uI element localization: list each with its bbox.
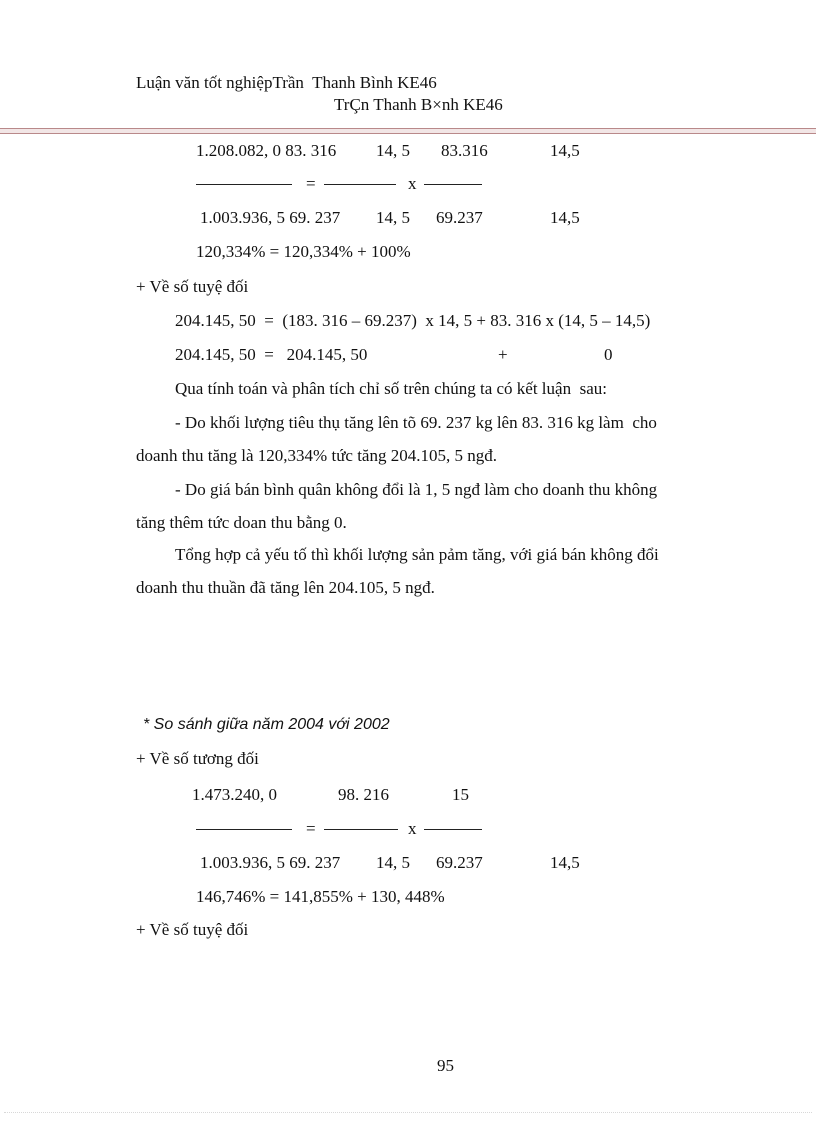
fraction-denominator-3: 69.237 — [436, 208, 483, 227]
fraction-denominator-2: 14, 5 — [376, 208, 410, 227]
fraction-bar — [196, 184, 292, 185]
header-title: Luận văn tốt nghiệpTrần Thanh Bình KE46 — [136, 73, 437, 92]
equals-sign: = — [306, 174, 316, 193]
fraction-bar — [324, 829, 398, 830]
section-heading: + Về số tuyệ đối — [136, 920, 249, 939]
equals-sign: = — [306, 819, 316, 838]
fraction-numerator-2: 98. 216 — [338, 785, 389, 804]
paragraph: - Do khối lượng tiêu thụ tăng lên tõ 69. 237 kg lên 83. 316 kg làm cho — [175, 413, 657, 432]
page-number: 95 — [437, 1056, 454, 1075]
fraction-denominator-2: 14, 5 — [376, 853, 410, 872]
fraction-denominator-1: 1.003.936, 5 69. 237 — [200, 853, 341, 872]
fraction-bar — [196, 829, 292, 830]
fraction-denominator-4: 14,5 — [550, 853, 580, 872]
paragraph: - Do giá bán bình quân không đổi là 1, 5 ngđ làm cho doanh thu không — [175, 480, 658, 499]
fraction-numerator-1: 1.208.082, 0 83. 316 — [196, 141, 337, 160]
multiply-sign: x — [408, 174, 417, 193]
fraction-numerator-3: 15 — [452, 785, 469, 804]
formula-zero: 0 — [604, 345, 613, 364]
paragraph: Tổng hợp cả yếu tố thì khối lượng sản pảm tăng, với giá bán không đổi — [175, 545, 659, 564]
header-rule — [0, 128, 816, 134]
index-result: 120,334% = 120,334% + 100% — [196, 242, 411, 261]
section-heading: + Về số tuyệ đối — [136, 277, 249, 296]
paragraph: doanh thu thuần đã tăng lên 204.105, 5 ngđ. — [136, 578, 435, 597]
header-subtitle: TrÇn Thanh B×nh KE46 — [334, 95, 503, 114]
multiply-sign: x — [408, 819, 417, 838]
paragraph: doanh thu tăng là 120,334% tức tăng 204.105, 5 ngđ. — [136, 446, 497, 465]
index-result: 146,746% = 141,855% + 130, 448% — [196, 887, 445, 906]
page-bottom-border — [4, 1112, 812, 1113]
fraction-bar — [424, 829, 482, 830]
fraction-bar — [324, 184, 396, 185]
fraction-numerator-2: 14, 5 — [376, 141, 410, 160]
comparison-heading: * So sánh giữa năm 2004 với 2002 — [143, 716, 390, 733]
fraction-bar — [424, 184, 482, 185]
fraction-numerator-1: 1.473.240, 0 — [192, 785, 277, 804]
fraction-denominator-4: 14,5 — [550, 208, 580, 227]
paragraph: Qua tính toán và phân tích chỉ số trên chúng ta có kết luận sau: — [175, 379, 607, 398]
formula-line: 204.145, 50 = 204.145, 50 — [175, 345, 368, 364]
formula-line: 204.145, 50 = (183. 316 – 69.237) x 14, 5 + 83. 316 x (14, 5 – 14,5) — [175, 311, 651, 330]
fraction-numerator-3: 83.316 — [441, 141, 488, 160]
formula-plus: + — [498, 345, 508, 364]
section-heading: + Về số tương đối — [136, 749, 259, 768]
fraction-denominator-1: 1.003.936, 5 69. 237 — [200, 208, 341, 227]
fraction-denominator-3: 69.237 — [436, 853, 483, 872]
fraction-numerator-4: 14,5 — [550, 141, 580, 160]
paragraph: tăng thêm tức doan thu bằng 0. — [136, 513, 347, 532]
